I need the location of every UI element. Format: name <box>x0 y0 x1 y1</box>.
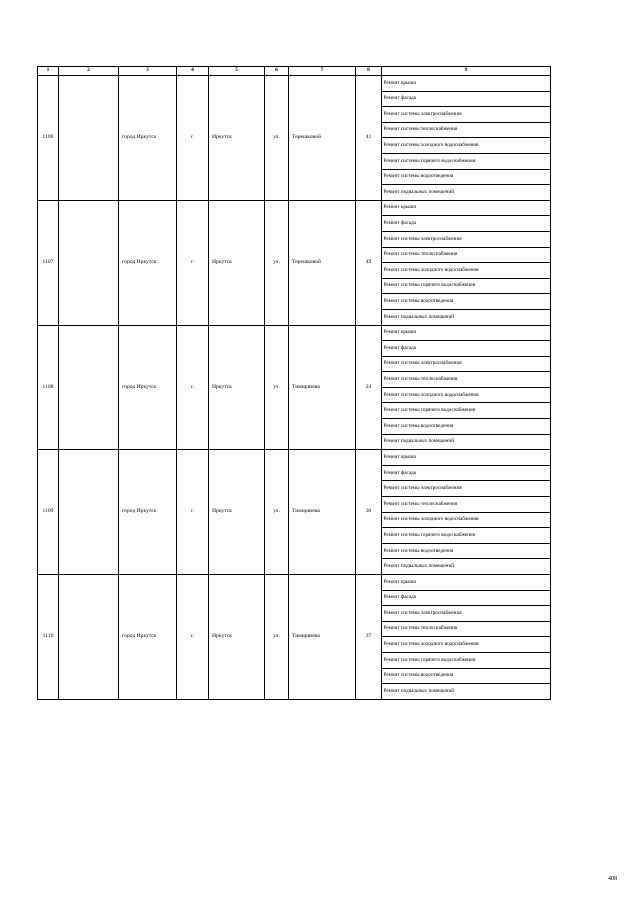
header-col-4: 4 <box>177 67 209 76</box>
street-type-cell: ул. <box>265 76 289 201</box>
municipality-cell: город Иркутск <box>119 76 177 201</box>
work-type-cell: Ремонт системы электроснабжения <box>382 107 551 123</box>
settlement-cell: Иркутск <box>209 76 265 201</box>
settlement-type-cell: г. <box>177 325 209 450</box>
settlement-cell: Иркутск <box>209 325 265 450</box>
work-type-cell: Ремонт крыши <box>382 76 551 92</box>
work-type-cell: Ремонт фасада <box>382 465 551 481</box>
header-col-8: 8 <box>356 67 382 76</box>
header-row <box>38 67 551 76</box>
column-2-cell <box>59 450 119 575</box>
house-number-cell: 30 <box>356 450 382 575</box>
header-col-7: 7 <box>289 67 356 76</box>
work-type-cell: Ремонт крыши <box>382 325 551 341</box>
table-row <box>38 325 551 341</box>
page-number: 408 <box>608 876 617 882</box>
street-cell: Терешковой <box>289 200 356 325</box>
work-type-cell: Ремонт системы холодного водоснабжения <box>382 263 551 279</box>
header-col-6: 6 <box>265 67 289 76</box>
street-type-cell: ул. <box>265 200 289 325</box>
header-col-9: 9 <box>382 67 551 76</box>
municipality-cell: город Иркутск <box>119 450 177 575</box>
settlement-type-cell: г. <box>177 450 209 575</box>
settlement-type-cell: г. <box>177 76 209 201</box>
work-type-cell: Ремонт фасада <box>382 91 551 107</box>
header-col-1: 1 <box>38 67 59 76</box>
work-type-cell: Ремонт системы горячего водоснабжения <box>382 153 551 169</box>
column-2-cell <box>59 575 119 700</box>
record-number: 1107 <box>38 200 59 325</box>
street-cell: Тимирязева <box>289 450 356 575</box>
work-type-cell: Ремонт системы теплоснабжения <box>382 621 551 637</box>
work-type-cell: Ремонт системы теплоснабжения <box>382 372 551 388</box>
work-type-cell: Ремонт системы теплоснабжения <box>382 122 551 138</box>
work-type-cell: Ремонт фасада <box>382 216 551 232</box>
work-type-cell: Ремонт подвальных помещений <box>382 309 551 325</box>
work-type-cell: Ремонт крыши <box>382 450 551 466</box>
column-2-cell <box>59 200 119 325</box>
work-type-cell: Ремонт системы холодного водоснабжения <box>382 387 551 403</box>
work-type-cell: Ремонт крыши <box>382 200 551 216</box>
work-type-cell: Ремонт системы электроснабжения <box>382 606 551 622</box>
table-row <box>38 200 551 216</box>
settlement-type-cell: г. <box>177 200 209 325</box>
work-type-cell: Ремонт системы водоотведения <box>382 668 551 684</box>
municipality-cell: город Иркутск <box>119 200 177 325</box>
header-col-2: 2 <box>59 67 119 76</box>
record-number: 1108 <box>38 325 59 450</box>
work-type-cell: Ремонт системы водоотведения <box>382 419 551 435</box>
work-type-cell: Ремонт подвальных помещений <box>382 559 551 575</box>
street-cell: Тимирязева <box>289 325 356 450</box>
table-row <box>38 450 551 466</box>
work-type-cell: Ремонт системы горячего водоснабжения <box>382 403 551 419</box>
work-type-cell: Ремонт подвальных помещений <box>382 185 551 201</box>
column-2-cell <box>59 76 119 201</box>
record-number: 1110 <box>38 575 59 700</box>
street-cell: Терешковой <box>289 76 356 201</box>
register-table <box>37 66 551 700</box>
house-number-cell: 41 <box>356 76 382 201</box>
work-type-cell: Ремонт системы теплоснабжения <box>382 247 551 263</box>
settlement-cell: Иркутск <box>209 200 265 325</box>
column-2-cell <box>59 325 119 450</box>
settlement-cell: Иркутск <box>209 575 265 700</box>
record-number: 1109 <box>38 450 59 575</box>
work-type-cell: Ремонт системы горячего водоснабжения <box>382 528 551 544</box>
header-col-5: 5 <box>209 67 265 76</box>
work-type-cell: Ремонт системы горячего водоснабжения <box>382 652 551 668</box>
street-type-cell: ул. <box>265 450 289 575</box>
settlement-type-cell: г. <box>177 575 209 700</box>
work-type-cell: Ремонт крыши <box>382 575 551 591</box>
municipality-cell: город Иркутск <box>119 575 177 700</box>
table-body <box>38 76 551 700</box>
record-number: 1106 <box>38 76 59 201</box>
house-number-cell: 24 <box>356 325 382 450</box>
work-type-cell: Ремонт системы водоотведения <box>382 294 551 310</box>
street-cell: Тимирязева <box>289 575 356 700</box>
work-type-cell: Ремонт системы водоотведения <box>382 169 551 185</box>
house-number-cell: 37 <box>356 575 382 700</box>
header-col-3: 3 <box>119 67 177 76</box>
municipality-cell: город Иркутск <box>119 325 177 450</box>
house-number-cell: 49 <box>356 200 382 325</box>
work-type-cell: Ремонт фасада <box>382 341 551 357</box>
work-type-cell: Ремонт системы электроснабжения <box>382 231 551 247</box>
work-type-cell: Ремонт системы электроснабжения <box>382 481 551 497</box>
work-type-cell: Ремонт системы теплоснабжения <box>382 497 551 513</box>
work-type-cell: Ремонт подвальных помещений <box>382 434 551 450</box>
street-type-cell: ул. <box>265 575 289 700</box>
street-type-cell: ул. <box>265 325 289 450</box>
work-type-cell: Ремонт системы холодного водоснабжения <box>382 138 551 154</box>
work-type-cell: Ремонт системы холодного водоснабжения <box>382 512 551 528</box>
table-row <box>38 76 551 92</box>
settlement-cell: Иркутск <box>209 450 265 575</box>
work-type-cell: Ремонт подвальных помещений <box>382 684 551 700</box>
work-type-cell: Ремонт системы электроснабжения <box>382 356 551 372</box>
work-type-cell: Ремонт системы холодного водоснабжения <box>382 637 551 653</box>
work-type-cell: Ремонт системы водоотведения <box>382 543 551 559</box>
work-type-cell: Ремонт системы горячего водоснабжения <box>382 278 551 294</box>
table-row <box>38 575 551 591</box>
work-type-cell: Ремонт фасада <box>382 590 551 606</box>
